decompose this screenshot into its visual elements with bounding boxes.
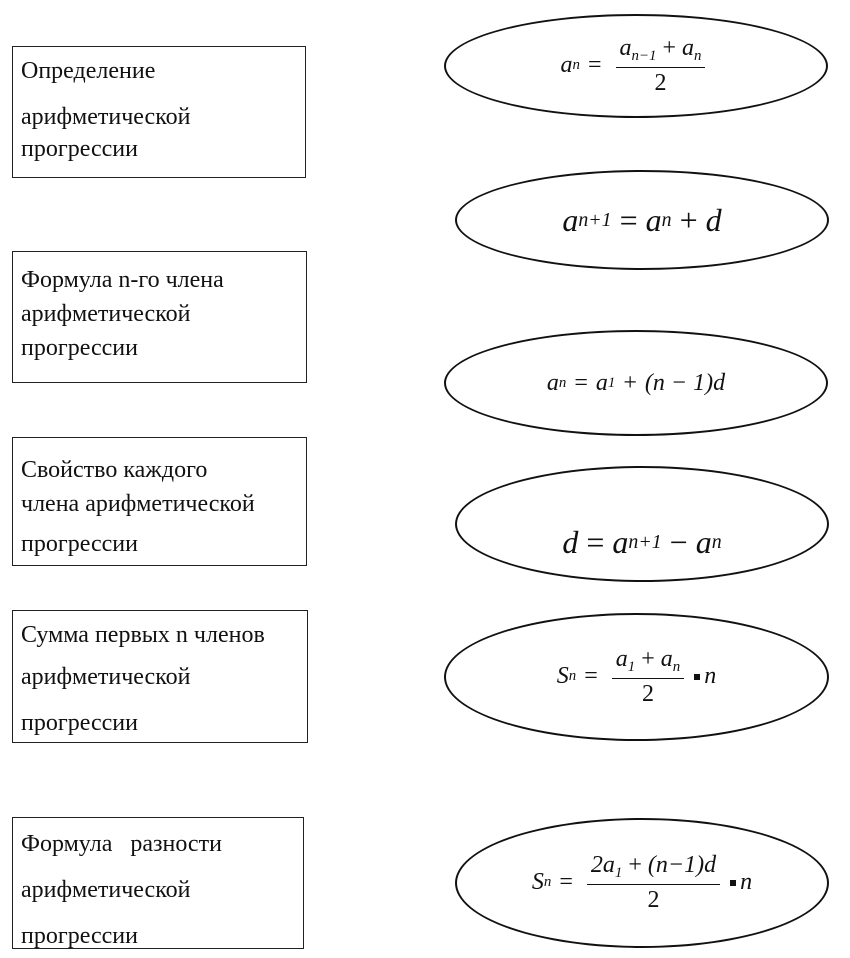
property-box (12, 437, 307, 566)
box-line: Формула n-го члена (21, 267, 224, 293)
formula-ellipse-5 (444, 613, 829, 741)
difference-box (12, 817, 304, 949)
box-line: арифметической (21, 301, 191, 327)
box-line: Свойство каждого (21, 457, 208, 483)
formula-ellipse-3 (444, 330, 828, 436)
box-line: члена арифметической (21, 491, 255, 517)
box-line: прогрессии (21, 531, 138, 557)
formula-recurrence: a n+1 = a n + d (562, 201, 722, 238)
formula-ellipse-1 (444, 14, 828, 118)
multiply-dot-icon (694, 674, 700, 680)
sum-box (12, 610, 308, 743)
box-line: прогрессии (21, 335, 138, 361)
definition-box (12, 46, 306, 178)
formula-definition: a n = $\frac{a_{n-1} + a_n}{2}$ (561, 35, 712, 97)
box-line: прогрессии (21, 136, 138, 162)
box-line: прогрессии (21, 923, 138, 949)
formula-ellipse-4 (455, 466, 829, 582)
formula-sum: S n = $\frac{a_1 + a_n}{2}$ n (556, 645, 717, 708)
formula-nth-term: a n = a 1 + (n − 1)d (546, 369, 726, 396)
fraction: $\frac{a_{n-1} + a_n}{2}$ (616, 35, 706, 97)
formula-difference: d = a n+1 − a n (562, 523, 722, 560)
fraction: $\frac{a_1 + a_n}{2}$ (612, 646, 684, 708)
box-line: Сумма первых n членов (21, 622, 265, 648)
fraction: $\frac{2a_1 + (n-1)d}{2}$ (587, 852, 720, 914)
formula-ellipse-6 (455, 818, 829, 948)
formula-ellipse-2 (455, 170, 829, 270)
box-line: Определение (21, 58, 156, 84)
box-line: арифметической (21, 104, 191, 130)
box-line: арифметической (21, 877, 191, 903)
formula-sum-alt: S n = $\frac{2a_1 + (n-1)d}{2}$ n (531, 851, 753, 914)
box-line: арифметической (21, 664, 191, 690)
box-line: прогрессии (21, 710, 138, 736)
multiply-dot-icon (730, 880, 736, 886)
box-line: Формула разности (21, 831, 222, 857)
nth-term-box (12, 251, 307, 383)
